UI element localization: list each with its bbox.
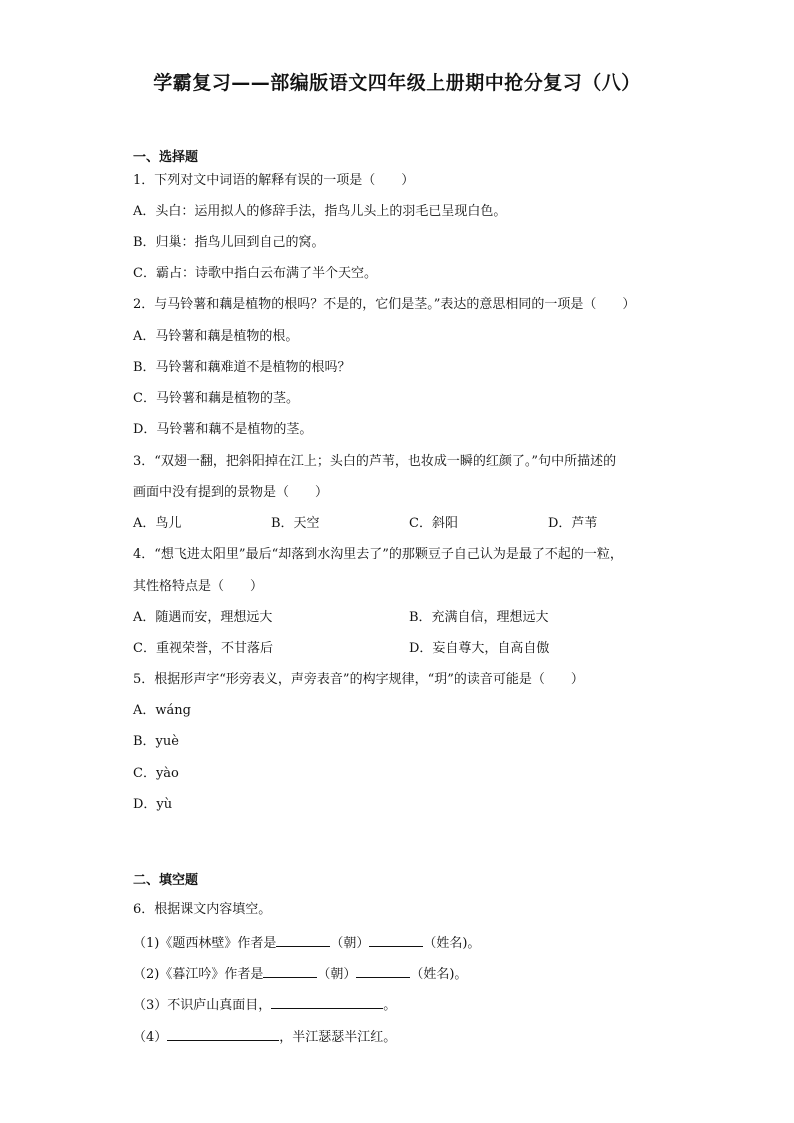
question-5-stem: 5．根据形声字“形旁表义，声旁表音”的构字规律，“玥”的读音可能是（ ）	[133, 672, 584, 687]
fill-blank[interactable]	[369, 932, 423, 947]
question-2-option-d: D．马铃薯和藕不是植物的茎。	[133, 422, 313, 437]
question-1-option-c: C．霸占：诗歌中指白云布满了半个天空。	[133, 266, 377, 281]
question-4-option-a: A．随遇而安，理想远大	[133, 610, 273, 625]
fill-blank[interactable]	[263, 963, 317, 978]
question-6-item-4-prefix: （4）	[133, 1030, 168, 1045]
question-1-option-a: A．头白：运用拟人的修辞手法，指鸟儿头上的羽毛已呈现白色。	[133, 204, 507, 219]
question-5-option-d: D．yù	[133, 797, 173, 812]
question-2-option-a: A．马铃薯和藕是植物的根。	[133, 329, 299, 344]
question-6-item-2-suffix: （姓名)。	[410, 967, 468, 982]
question-1-stem: 1．下列对文中词语的解释有误的一项是（ ）	[133, 173, 415, 188]
question-4-option-d: D．妄自尊大，自高自傲	[409, 641, 550, 656]
question-1-option-b: B．归巢：指鸟儿回到自己的窝。	[133, 235, 325, 250]
fill-blank[interactable]	[167, 1026, 279, 1041]
question-6-item-4-suffix: ，半江瑟瑟半江红。	[279, 1030, 397, 1045]
question-2-stem: 2．与马铃薯和藕是植物的根吗？不是的，它们是茎。”表达的意思相同的一项是（ ）	[133, 297, 636, 312]
document-title: 学霸复习——部编版语文四年级上册期中抢分复习（八）	[153, 72, 641, 94]
question-6-item-1	[133, 932, 480, 953]
question-5-option-c: C．yào	[133, 766, 179, 781]
question-4-stem-line-2: 其性格特点是（ ）	[133, 579, 264, 594]
question-4-option-b: B．充满自信，理想远大	[409, 610, 549, 625]
question-6-item-2-dynasty: （朝）	[317, 967, 357, 982]
question-3-option-d: D．芦苇	[548, 516, 598, 531]
fill-blank[interactable]	[271, 994, 383, 1009]
question-2-option-b: B．马铃薯和藕难道不是植物的根吗？	[133, 360, 351, 375]
section-heading-fill-in: 二、填空题	[133, 873, 199, 888]
question-6-item-1-prefix: （1)《题西林壁》作者是	[133, 936, 277, 951]
question-5-option-a: A．wáng	[133, 703, 191, 718]
question-3-option-c: C．斜阳	[409, 516, 458, 531]
question-3-option-a: A．鸟儿	[133, 516, 182, 531]
question-6-item-2-prefix: （2)《暮江吟》作者是	[133, 967, 264, 982]
question-6-stem: 6．根据课文内容填空。	[133, 902, 272, 917]
question-5-option-b: B．yuè	[133, 734, 179, 749]
question-3-option-b: B．天空	[271, 516, 320, 531]
question-4-option-c: C．重视荣誉，不甘落后	[133, 641, 273, 656]
question-6-item-1-dynasty: （朝）	[330, 936, 370, 951]
question-6-item-3-prefix: （3）不识庐山真面目，	[133, 998, 272, 1013]
question-3-stem-line-1: 3．“双翅一翻，把斜阳掉在江上；头白的芦苇，也妆成一瞬的红颜了。”句中所描述的	[133, 454, 617, 469]
fill-blank[interactable]	[356, 963, 410, 978]
question-6-item-3	[133, 994, 396, 1015]
question-6-item-1-suffix: （姓名)。	[423, 936, 481, 951]
question-6-item-4	[133, 1026, 396, 1047]
question-3-stem-line-2: 画面中没有提到的景物是（ ）	[133, 485, 329, 500]
fill-blank[interactable]	[276, 932, 330, 947]
question-4-stem-line-1: 4．“想飞进太阳里”最后“却落到水沟里去了”的那颗豆子自己认为是最了不起的一粒，	[133, 547, 623, 562]
question-2-option-c: C．马铃薯和藕是植物的茎。	[133, 391, 299, 406]
section-heading-choice: 一、选择题	[133, 150, 199, 165]
question-6-item-3-suffix: 。	[383, 998, 397, 1013]
question-6-item-2	[133, 963, 467, 984]
